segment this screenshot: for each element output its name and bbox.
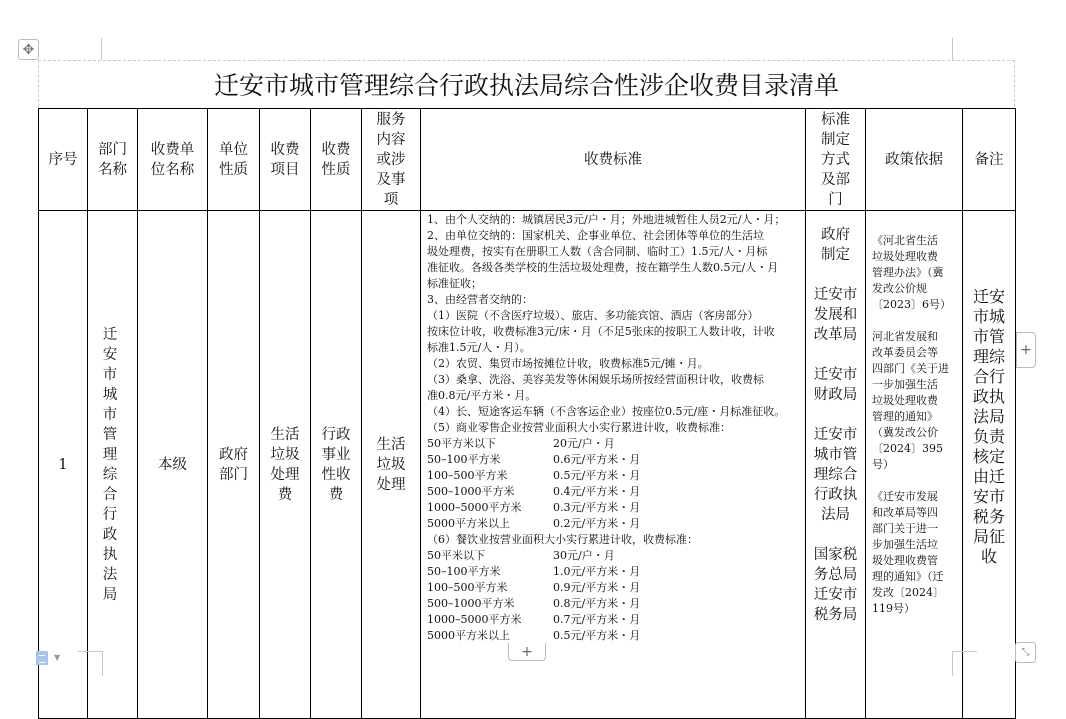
fee-tier-rate: 0.3元/平方米・月	[553, 501, 641, 514]
fee-tier-rate: 0.7元/平方米・月	[553, 613, 641, 626]
table-header-row	[39, 109, 1016, 211]
fee-line: （1）医院（不含医疗垃圾）、旅店、多功能宾馆、酒店（客房部分）	[427, 309, 759, 322]
header-fee-item: 收费 项目	[260, 109, 311, 211]
header-unit-name: 收费单 位名称	[138, 109, 208, 211]
fee-tier	[427, 548, 805, 564]
fee-tier	[427, 516, 805, 532]
header-department: 部门 名称	[88, 109, 138, 211]
table-resize-icon[interactable]: ⤡	[1015, 642, 1036, 663]
method-block: 国家税 务总局 迁安市 税务局	[813, 547, 858, 623]
table-move-handle-icon[interactable]: ✥	[18, 39, 39, 60]
document-icon[interactable]	[36, 651, 48, 665]
cell-service[interactable]: 生活 垃圾 处理	[362, 211, 421, 719]
header-note: 备注	[963, 109, 1016, 211]
fee-tier-area: 50–100平方米	[427, 565, 501, 578]
fee-tier	[427, 580, 805, 596]
fee-tier-rate: 0.5元/平方米・月	[553, 629, 641, 642]
fee-line: （5）商业零售企业按营业面积大小实行累进计收，收费标准：	[427, 421, 731, 434]
fee-line: 标准征收；	[427, 277, 482, 290]
fee-tier-area: 5000平方米以上	[427, 629, 510, 642]
header-unit-type: 单位 性质	[208, 109, 260, 211]
fee-tier	[427, 596, 805, 612]
fee-tier	[427, 612, 805, 628]
fee-tier-area: 50平米以下	[427, 549, 485, 562]
fee-tier-rate: 0.6元/平方米・月	[553, 453, 641, 466]
fee-tier-rate: 0.2元/平方米・月	[553, 517, 641, 530]
method-block: 迁安市 发展和 改革局	[813, 287, 858, 343]
header-policy: 政策依据	[866, 109, 963, 211]
header-fee-nature: 收费 性质	[311, 109, 362, 211]
method-block: 政府 制定	[821, 227, 850, 263]
add-row-button[interactable]: +	[508, 643, 546, 661]
fee-line: （2）农贸、集贸市场按摊位计收，收费标准5元/摊・月。	[427, 357, 709, 370]
cell-fee-item[interactable]: 生活 垃圾 处理 费	[260, 211, 311, 719]
header-service: 服务 内容 或涉 及事 项	[362, 109, 421, 211]
cell-policy[interactable]	[866, 211, 963, 719]
fee-line: 按床位计收，收费标准3元/床・月（不足5张床的按职工人数计收，计收	[427, 325, 775, 338]
fee-line: （6）餐饮业按营业面积大小实行累进计收，收费标准：	[427, 533, 698, 546]
page-corner-mark	[952, 651, 977, 676]
method-block: 迁安市 财政局	[813, 367, 858, 403]
fee-tier-area: 100–500平方米	[427, 469, 508, 482]
policy-block: 河北省发展和 改革委员会等 四部门《关于进 一步加强生活 垃圾处理收费 管理的通知》 （冀发改公价 〔2024〕395 号）	[872, 330, 949, 471]
fee-tier	[427, 436, 805, 452]
header-index: 序号	[39, 109, 88, 211]
page-corner-mark	[77, 38, 102, 60]
method-block: 迁安市 城市管 理综合 行政执 法局	[813, 427, 858, 523]
cell-fee-nature[interactable]: 行政 事业 性收 费	[311, 211, 362, 719]
cell-unit-type[interactable]: 政府 部门	[208, 211, 260, 719]
cell-department[interactable]: 迁安市城市管理综合行政执法局	[88, 211, 138, 719]
fee-line: 标准1.5元/人・月）。	[427, 341, 531, 354]
fee-catalog-table	[38, 108, 1016, 719]
fee-tier	[427, 468, 805, 484]
fee-tier	[427, 452, 805, 468]
fee-tier	[427, 564, 805, 580]
policy-block: 《迁安市发展 和改革局等四 部门关于进一 步加强生活垃 圾处理收费管 理的通知》（迁 发改〔2024〕 119号）	[872, 490, 944, 615]
fee-line: 圾处理费，按实有在册职工人数（含合同制、临时工）1.5元/人・月标	[427, 245, 768, 258]
fee-line: 1、由个人交纳的：城镇居民3元/户・月；外地进城暂住人员2元/人・月；	[427, 213, 786, 226]
fee-line: 2、由单位交纳的：国家机关、企事业单位、社会团体等单位的生活垃	[427, 229, 764, 242]
fee-tier-rate: 0.5元/平方米・月	[553, 469, 641, 482]
fee-tier-area: 50平方米以下	[427, 437, 496, 450]
cell-fee-standard[interactable]	[421, 211, 806, 719]
fee-line: 准0.8元/平方米・月。	[427, 389, 537, 402]
fee-line: （3）桑拿、洗浴、美容美发等休闲娱乐场所按经营面积计收，收费标	[427, 373, 764, 386]
fee-tier	[427, 500, 805, 516]
fee-line: （4）长、短途客运车辆（不含客运企业）按座位0.5元/座・月标准征收。	[427, 405, 786, 418]
fee-tier-area: 500–1000平方米	[427, 485, 515, 498]
fee-line: 3、由经营者交纳的：	[427, 293, 533, 306]
header-fee-standard: 收费标准	[421, 109, 806, 211]
cell-unit[interactable]: 本级	[138, 211, 208, 719]
page-corner-mark	[952, 38, 977, 60]
document-title: 迁安市城市管理综合行政执法局综合性涉企收费目录清单	[38, 60, 1015, 107]
add-column-button[interactable]: +	[1016, 332, 1036, 368]
fee-tier-rate: 0.9元/平方米・月	[553, 581, 641, 594]
fee-tier-area: 5000平方米以上	[427, 517, 510, 530]
fee-tier-rate: 0.4元/平方米・月	[553, 485, 641, 498]
fee-line: 准征收。各级各类学校的生活垃圾处理费，按在籍学生人数0.5元/人・月	[427, 261, 779, 274]
fee-tier-rate: 0.8元/平方米・月	[553, 597, 641, 610]
fee-tier-area: 50–100平方米	[427, 453, 501, 466]
fee-tier-rate: 30元/户・月	[553, 549, 615, 562]
fee-tier	[427, 628, 805, 644]
chevron-down-icon[interactable]: ▼	[54, 653, 61, 662]
fee-tier	[427, 484, 805, 500]
fee-tier-rate: 20元/户・月	[553, 437, 615, 450]
fee-tier-area: 500–1000平方米	[427, 597, 515, 610]
cell-index[interactable]: 1	[39, 211, 88, 719]
cell-note[interactable]: 迁安市城市管理综合行政执法局负责核定由迁安市税务局征收	[963, 211, 1016, 719]
fee-tier-rate: 1.0元/平方米・月	[553, 565, 641, 578]
page-corner-mark	[78, 651, 103, 676]
header-method: 标准 制定 方式 及部 门	[806, 109, 866, 211]
fee-tier-area: 1000–5000平方米	[427, 501, 522, 514]
policy-block: 《河北省生活 垃圾处理收费 管理办法》（冀 发改公价规 〔2023〕6号）	[872, 234, 951, 311]
fee-tier-area: 100–500平方米	[427, 581, 508, 594]
fee-tier-area: 1000–5000平方米	[427, 613, 522, 626]
cell-method[interactable]	[806, 211, 866, 719]
